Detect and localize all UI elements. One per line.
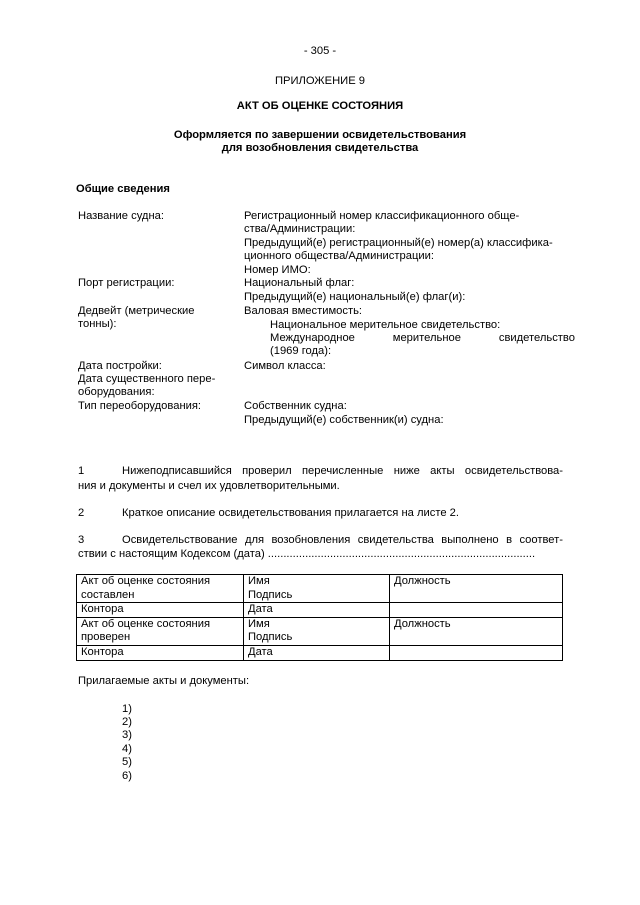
document-title: АКТ ОБ ОЦЕНКЕ СОСТОЯНИЯ bbox=[236, 100, 404, 112]
field-label-flag: Национальный флаг: bbox=[244, 277, 355, 289]
table-row bbox=[77, 617, 563, 645]
list-item: 1) bbox=[122, 703, 132, 715]
field-label-imo: Номер ИМО: bbox=[244, 264, 311, 276]
appendix-label: ПРИЛОЖЕНИЕ 9 bbox=[274, 75, 366, 87]
field-label-port: Порт регистрации: bbox=[78, 277, 175, 289]
table-cell bbox=[77, 575, 244, 603]
field-label-build-date: Дата постройки: bbox=[78, 360, 162, 372]
field-label-gross-tonnage: Валовая вместимость: bbox=[244, 305, 363, 317]
table-row bbox=[77, 603, 563, 618]
table-cell bbox=[244, 575, 390, 603]
table-cell: Дата bbox=[244, 603, 390, 618]
field-label-class-symbol: Символ класса: bbox=[244, 360, 326, 372]
field-label-reg-number: Регистрационный номер классификационного обще- bbox=[244, 210, 520, 222]
list-item: 3) bbox=[122, 729, 132, 741]
field-label-prev-flag: Предыдущий(е) национальный(е) флаг(и): bbox=[244, 291, 466, 303]
cell-line: Подпись bbox=[248, 631, 293, 644]
item-text: Нижеподписавшийся проверил перечисленные ниже акты освидетельствова- bbox=[122, 465, 563, 477]
field-label-deadweight: Дедвейт (метрические bbox=[78, 305, 195, 317]
cell-line: Имя bbox=[248, 575, 270, 587]
table-cell: Дата bbox=[244, 645, 390, 660]
cell-line: Акт об оценке состояния bbox=[81, 575, 211, 587]
list-item: 4) bbox=[122, 743, 132, 755]
table-cell: Контора bbox=[77, 603, 244, 618]
field-label-national-cert: Национальное мерительное свидетельство: bbox=[270, 319, 501, 331]
table-row bbox=[77, 645, 563, 660]
field-label-intl-cert bbox=[270, 332, 575, 346]
table-row bbox=[77, 575, 563, 603]
table-cell bbox=[390, 603, 563, 618]
item-number: 1 bbox=[78, 465, 85, 477]
field-label-ship-name: Название судна: bbox=[78, 210, 164, 222]
table-cell: Должность bbox=[390, 617, 563, 645]
field-label-deadweight: тонны): bbox=[78, 318, 117, 330]
field-label-intl-cert-year: (1969 года): bbox=[270, 345, 332, 357]
attachments-heading: Прилагаемые акты и документы: bbox=[78, 675, 250, 687]
page-number: - 305 - bbox=[303, 45, 337, 57]
cell-line: Подпись bbox=[248, 588, 293, 601]
table-cell: Должность bbox=[390, 575, 563, 603]
intl-cert-word: мерительное bbox=[392, 332, 461, 344]
section-heading-general: Общие сведения bbox=[76, 183, 170, 195]
intl-cert-word: Международное bbox=[270, 332, 355, 344]
subtitle-line: Оформляется по завершении освидетельствования bbox=[173, 129, 467, 141]
table-cell: Контора bbox=[77, 645, 244, 660]
item-text: Краткое описание освидетельствования прилагается на листе 2. bbox=[122, 507, 459, 519]
item-text: ния и документы и счел их удовлетворительными. bbox=[78, 480, 340, 492]
table-cell bbox=[390, 645, 563, 660]
cell-line: составлен bbox=[81, 588, 135, 601]
field-label-conversion-type: Тип переоборудования: bbox=[78, 400, 202, 412]
item-text: ствии с настоящим Кодексом (дата) ...................................................................................... bbox=[78, 548, 536, 560]
field-label-prev-reg-number: ционного общества/Администрации: bbox=[244, 250, 434, 262]
cell-line: Акт об оценке состояния bbox=[81, 617, 211, 630]
list-item: 5) bbox=[122, 756, 132, 768]
field-label-owner: Собственник судна: bbox=[244, 400, 347, 412]
table-cell bbox=[244, 617, 390, 645]
cell-line: проверен bbox=[81, 631, 131, 644]
subtitle-line: для возобновления свидетельства bbox=[221, 142, 419, 154]
list-item: 6) bbox=[122, 770, 132, 782]
list-item: 2) bbox=[122, 716, 132, 728]
table-cell bbox=[77, 617, 244, 645]
cell-line: Имя bbox=[248, 617, 270, 630]
item-text: Освидетельствование для возобновления свидетельства выполнено в соответ- bbox=[122, 534, 563, 546]
signature-table bbox=[76, 574, 563, 661]
field-label-reg-number: ства/Администрации: bbox=[244, 223, 356, 235]
item-number: 3 bbox=[78, 534, 85, 546]
field-label-conversion-date: Дата существенного пере- bbox=[78, 373, 216, 385]
field-label-conversion-date: оборудования: bbox=[78, 386, 155, 398]
field-label-prev-reg-number: Предыдущий(е) регистрационный(е) номер(а) классифика- bbox=[244, 237, 553, 249]
item-number: 2 bbox=[78, 507, 85, 519]
field-label-prev-owner: Предыдущий(е) собственник(и) судна: bbox=[244, 414, 444, 426]
intl-cert-word: свидетельство bbox=[498, 332, 575, 344]
